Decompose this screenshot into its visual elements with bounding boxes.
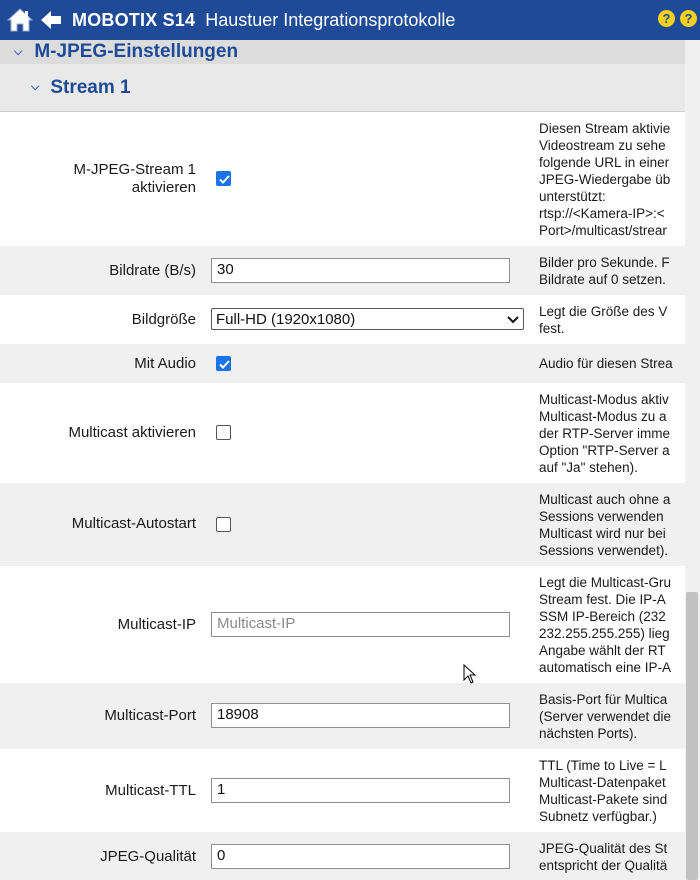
page-title: Haustuer Integrationsprotokolle <box>205 9 456 30</box>
field-description <box>539 574 685 676</box>
multicast-enable-checkbox[interactable] <box>216 425 231 440</box>
help-icon[interactable]: ? <box>658 10 675 27</box>
description-line: Audio für diesen Strea <box>539 356 673 371</box>
form-row-frame-rate <box>0 246 685 295</box>
chevron-down-icon[interactable]: ⌵ <box>31 81 40 93</box>
form-row-audio <box>0 344 685 383</box>
description-line: Diesen Stream aktivie <box>539 121 671 136</box>
form-row-multicast-enable <box>0 383 685 483</box>
description-line: SSM IP-Bereich (232 <box>539 609 666 624</box>
description-line: Subnetz verfügbar.) <box>539 809 657 824</box>
description-line: Option "RTP-Server a <box>539 443 670 458</box>
field-label: Bildrate (B/s) <box>109 262 196 279</box>
form-row-multicast-ttl <box>0 749 685 832</box>
chevron-down-icon <box>507 311 519 328</box>
audio-checkbox[interactable] <box>216 356 231 371</box>
select-value: Full-HD (1920x1080) <box>216 310 356 328</box>
section-stream-1[interactable] <box>0 64 685 112</box>
description-line: Multicast wird nur bei <box>539 526 666 541</box>
description-line: Multicast auch ohne a <box>539 492 671 507</box>
description-line: 232.255.255.255) lieg <box>539 626 670 641</box>
description-line: TTL (Time to Live = L <box>539 758 667 773</box>
description-line: (Server verwendet die <box>539 709 672 724</box>
description-line: Multicast-Modus zu a <box>539 409 667 424</box>
section-title: Stream 1 <box>50 76 131 98</box>
field-label: JPEG-Qualität <box>100 848 196 865</box>
top-bar <box>0 0 700 40</box>
field-label: Multicast-IP <box>117 616 196 633</box>
field-description <box>539 840 685 874</box>
home-icon[interactable] <box>5 5 35 35</box>
mouse-cursor-icon <box>463 664 477 687</box>
form-row-multicast-autostart <box>0 483 685 566</box>
field-label: Bildgröße <box>131 311 196 328</box>
description-line: rtsp://<Kamera-IP>:< <box>539 206 665 221</box>
description-line: fest. <box>539 321 565 336</box>
field-description <box>539 120 685 239</box>
form-row-jpeg-quality <box>0 832 685 880</box>
description-line: Sessions verwenden <box>539 509 664 524</box>
jpeg-quality-input[interactable]: 0 <box>211 844 510 869</box>
description-line: automatisch eine IP-A <box>539 660 672 675</box>
description-line: Stream fest. Die IP-A <box>539 592 666 607</box>
frame-rate-input[interactable]: 30 <box>211 258 510 283</box>
field-description <box>539 491 685 559</box>
description-line: JPEG-Wiedergabe üb <box>539 172 671 187</box>
description-line: Videostream zu sehe <box>539 138 666 153</box>
stream-enable-checkbox[interactable] <box>216 171 231 186</box>
multicast-ip-input[interactable]: Multicast-IP <box>211 612 510 637</box>
description-line: Legt die Größe des V <box>539 304 668 319</box>
form-row-multicast-port <box>0 683 685 749</box>
field-label: Multicast aktivieren <box>68 424 196 441</box>
field-label: Mit Audio <box>134 355 196 372</box>
form-row-image-size <box>0 295 685 344</box>
description-line: Multicast-Modus aktiv <box>539 392 669 407</box>
description-line: Sessions verwendet). <box>539 543 669 558</box>
field-description <box>539 391 685 476</box>
description-line: auf "Ja" stehen). <box>539 460 638 475</box>
scrollbar-thumb[interactable] <box>686 592 698 880</box>
description-line: der RTP-Server imme <box>539 426 671 441</box>
form-row-stream-enable <box>0 112 685 246</box>
field-label: Multicast-Port <box>104 707 196 724</box>
field-description <box>539 303 685 337</box>
help-icon-2[interactable]: ? <box>680 10 697 27</box>
description-line: Multicast-Pakete sind <box>539 792 668 807</box>
description-line: unterstützt: <box>539 189 606 204</box>
field-label: Multicast-TTL <box>105 782 196 799</box>
field-description <box>539 757 685 825</box>
field-label: Multicast-Autostart <box>71 515 196 532</box>
field-description <box>539 691 685 742</box>
field-description <box>539 254 685 288</box>
description-line: Multicast-Datenpaket <box>539 775 666 790</box>
description-line: nächsten Ports). <box>539 726 638 741</box>
description-line: Bildrate auf 0 setzen. <box>539 272 666 287</box>
back-arrow-icon[interactable] <box>38 5 64 35</box>
description-line: Port>/multicast/strear <box>539 223 667 238</box>
description-line: Bilder pro Sekunde. F <box>539 255 670 270</box>
description-line: Angabe wählt der RT <box>539 643 666 658</box>
multicast-port-input[interactable]: 18908 <box>211 703 510 728</box>
description-line: JPEG-Qualität des St <box>539 841 668 856</box>
multicast-ttl-input[interactable]: 1 <box>211 778 510 803</box>
description-line: Basis-Port für Multica <box>539 692 668 707</box>
section-mjpeg-settings[interactable] <box>0 40 685 64</box>
description-line: entspricht der Qualitä <box>539 858 668 873</box>
form-row-multicast-ip <box>0 566 685 683</box>
section-title: M-JPEG-Einstellungen <box>34 41 239 62</box>
brand-title: MOBOTIX S14 <box>72 9 196 30</box>
image-size-select[interactable] <box>211 308 524 330</box>
field-label <box>73 161 196 197</box>
description-line: folgende URL in einer <box>539 155 670 170</box>
description-line: Legt die Multicast-Gru <box>539 575 672 590</box>
chevron-down-icon[interactable]: ⌵ <box>14 45 23 58</box>
field-description <box>539 355 685 372</box>
field-label-line: M-JPEG-Stream 1 <box>73 161 196 178</box>
field-label-line: aktivieren <box>131 179 196 196</box>
multicast-autostart-checkbox[interactable] <box>216 517 231 532</box>
